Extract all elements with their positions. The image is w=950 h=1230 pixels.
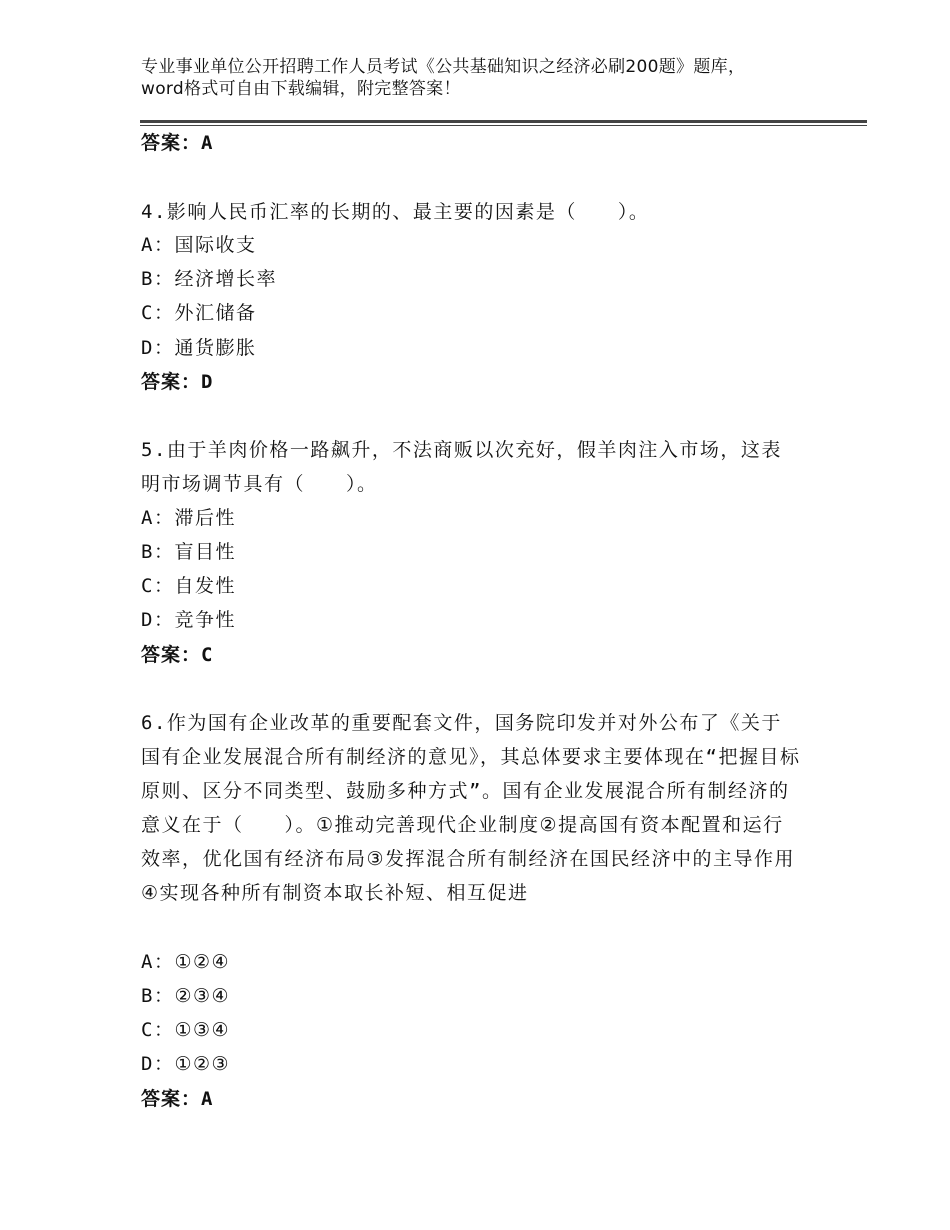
answer-line-q5 [141, 643, 212, 667]
question-6-option-b: B：②③④ [141, 985, 231, 1007]
question-5-text: 5.由于羊肉价格一路飙升，不法商贩以次充好，假羊肉注入市场，这表明市场调节具有（ ）。 [141, 439, 782, 495]
answer-label: 答案： [141, 1088, 202, 1110]
question-6-option-a: A：①②④ [141, 951, 231, 973]
answer-value: D [201, 371, 213, 393]
answer-label: 答案： [141, 371, 202, 393]
answer-line-q6 [141, 1087, 212, 1111]
answer-value: A [201, 132, 213, 154]
answer-value: A [201, 1088, 213, 1110]
header-divider [140, 120, 867, 126]
question-4-option-a: A：国际收支 [141, 234, 257, 256]
document-header-title: 专业事业单位公开招聘工作人员考试《公共基础知识之经济必刷200题》题库，word格式可自由下载编辑，附完整答案！ [141, 57, 746, 99]
question-5-option-a: A：滞后性 [141, 507, 236, 529]
question-5-option-d: D：竞争性 [141, 609, 236, 631]
question-4-option-c: C：外汇储备 [141, 302, 257, 324]
answer-label: 答案： [141, 644, 202, 666]
question-5-option-c: C：自发性 [141, 575, 236, 597]
question-4-text: 4.影响人民币汇率的长期的、最主要的因素是（ ）。 [141, 201, 650, 223]
question-6-text: 6.作为国有企业改革的重要配套文件，国务院印发并对外公布了《关于国有企业发展混合所有制经济的意见》，其总体要求主要体现在“把握目标原则、区分不同类型、鼓励多种方式”。国有企业发展混合所有制经济的意义在于（ ）。①推动完善现代企业制度②提高国有资本配置和运行效率，优化国有经济布局③发挥混合所有制经济在国民经济中的主导作用④实现各种所有制资本取长补短、相互促进 [141, 712, 801, 904]
question-6-option-c: C：①③④ [141, 1019, 231, 1041]
question-4-option-d: D：通货膨胀 [141, 337, 257, 359]
answer-value: C [201, 644, 213, 666]
question-6-option-d: D：①②③ [141, 1053, 231, 1075]
answer-label: 答案： [141, 132, 202, 154]
question-4-option-b: B：经济增长率 [141, 268, 277, 290]
answer-line-q3 [141, 131, 212, 155]
answer-line-q4 [141, 370, 212, 394]
question-5-option-b: B：盲目性 [141, 541, 236, 563]
